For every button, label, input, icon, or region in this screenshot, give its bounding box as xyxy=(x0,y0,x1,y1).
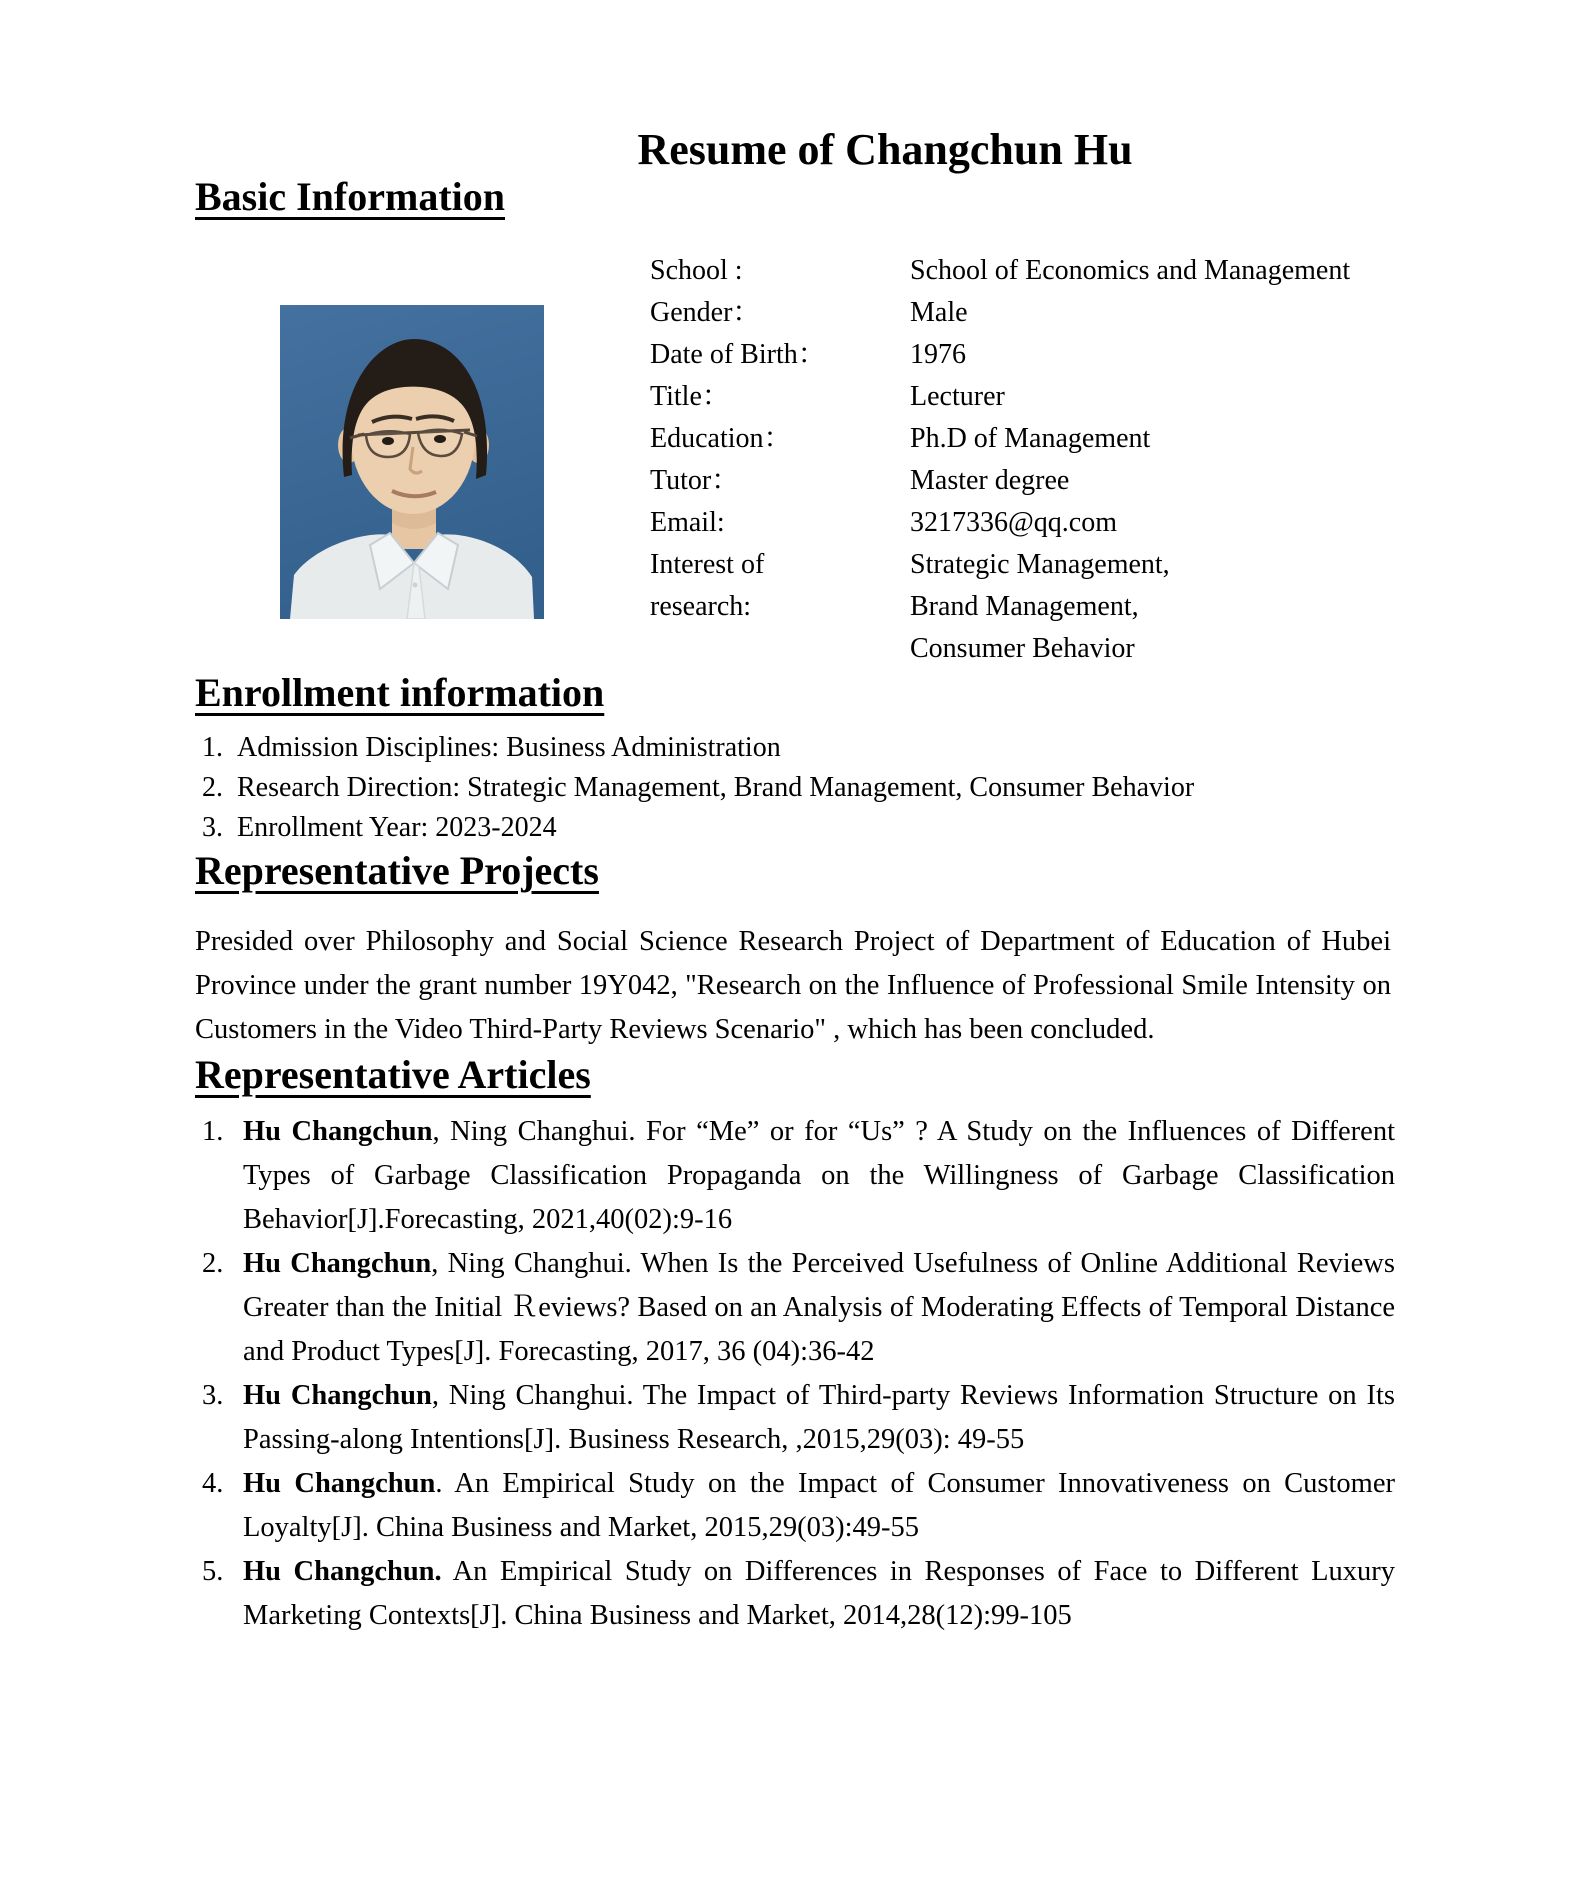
list-number: 1. xyxy=(202,732,223,763)
list-number: 1. xyxy=(202,1116,224,1147)
info-row xyxy=(650,376,1402,418)
info-row xyxy=(650,502,1402,544)
info-label xyxy=(650,376,910,418)
info-row xyxy=(650,250,1402,292)
info-label-line: School : xyxy=(650,255,743,286)
info-label xyxy=(650,418,910,460)
info-value xyxy=(910,334,1402,376)
enrollment-item-text: Enrollment Year: 2023-2024 xyxy=(237,812,557,843)
enrollment-item xyxy=(195,768,1395,808)
article-item xyxy=(195,1374,1395,1462)
info-row xyxy=(650,460,1402,502)
list-number: 4. xyxy=(202,1468,224,1499)
article-author: Hu Changchun. xyxy=(243,1556,442,1587)
enrollment-item-text: Research Direction: Strategic Management, Brand Management, Consumer Behavior xyxy=(237,772,1195,803)
info-label-line: research: xyxy=(650,591,752,622)
info-value-line: Lecturer xyxy=(910,381,1005,412)
info-value-line: Master degree xyxy=(910,465,1070,496)
list-number: 3. xyxy=(202,812,223,843)
articles-list xyxy=(195,1110,1395,1638)
info-label-line: Education： xyxy=(650,423,792,454)
article-item-text: , Ning Changhui. The Impact of Third-party Reviews Information Structure on Its Passing-along Intentions[J]. Business Research, ,2015,29(03): 49-55 xyxy=(243,1380,1395,1455)
info-label xyxy=(650,250,910,292)
info-value-line: Ph.D of Management xyxy=(910,423,1151,454)
section-heading-projects: Representative Projects xyxy=(195,848,599,893)
info-value xyxy=(910,502,1402,544)
info-label xyxy=(650,460,910,502)
basic-info-section xyxy=(195,250,1395,670)
info-value xyxy=(910,376,1402,418)
enrollment-item xyxy=(195,808,1395,848)
info-label-line: Title： xyxy=(650,381,730,412)
list-number: 3. xyxy=(202,1380,224,1411)
info-label-line: Email: xyxy=(650,507,725,538)
info-label-line: Gender： xyxy=(650,297,761,328)
article-item xyxy=(195,1110,1395,1242)
page-title: Resume of Changchun Hu xyxy=(637,125,1133,174)
list-number: 5. xyxy=(202,1556,224,1587)
article-author: Hu Changchun xyxy=(243,1380,432,1411)
article-author: Hu Changchun xyxy=(243,1468,436,1499)
article-item-text: , Ning Changhui. For “Me” or for “Us” ? A Study on the Influences of Different Types of Garbage Classification Propaganda on the Willingness of Garbage Classification Behavior[J].Forecasting, 2021,40(02):9-16 xyxy=(243,1116,1395,1235)
article-item-text: . An Empirical Study on the Impact of Consumer Innovativeness on Customer Loyalty[J]. China Business and Market, 2015,29(03):49-55 xyxy=(243,1468,1395,1543)
article-item xyxy=(195,1550,1395,1638)
info-value xyxy=(910,418,1402,460)
portrait-photo xyxy=(280,305,544,619)
info-value xyxy=(910,292,1402,334)
info-value-line: 1976 xyxy=(910,339,966,370)
info-label xyxy=(650,292,910,334)
article-item xyxy=(195,1242,1395,1374)
article-author: Hu Changchun xyxy=(243,1248,432,1279)
info-label xyxy=(650,334,910,376)
info-value xyxy=(910,250,1402,292)
list-number: 2. xyxy=(202,1248,224,1279)
article-item xyxy=(195,1462,1395,1550)
info-value xyxy=(910,544,1402,670)
section-heading-articles: Representative Articles xyxy=(195,1052,591,1097)
info-value-line: 3217336@qq.com xyxy=(910,507,1117,538)
eye-left xyxy=(382,437,394,445)
article-item-text: , Ning Changhui. When Is the Perceived Usefulness of Online Additional Reviews Greater than the Initial Ｒeviews? Based on an Analysis of Moderating Effects of Temporal Distance and Product Types[J]. Forecasting, 2017, 36 (04):36-42 xyxy=(243,1248,1395,1367)
info-value xyxy=(910,460,1402,502)
list-number: 2. xyxy=(202,772,223,803)
portrait-photo-graphic xyxy=(280,305,544,619)
basic-info-table xyxy=(650,250,1402,670)
info-label xyxy=(650,502,910,544)
info-row xyxy=(650,292,1402,334)
section-heading-enrollment: Enrollment information xyxy=(195,670,605,715)
info-row xyxy=(650,334,1402,376)
projects-paragraph: Presided over Philosophy and Social Science Research Project of Department of Education of Hubei Province under the grant number 19Y042, "Research on the Influence of Professional Smile Intensity on Customers in the Video Third-Party Reviews Scenario" , which has been concluded. xyxy=(195,926,1391,1045)
info-value-line: Strategic Management, xyxy=(910,549,1170,580)
article-author: Hu Changchun xyxy=(243,1116,433,1147)
info-row xyxy=(650,544,1402,670)
info-label-line: Date of Birth： xyxy=(650,339,826,370)
enrollment-list xyxy=(195,728,1395,848)
section-heading-basic-information: Basic Information xyxy=(195,174,505,219)
info-value-line: School of Economics and Management xyxy=(910,255,1351,286)
info-row xyxy=(650,418,1402,460)
info-label-line: Interest of xyxy=(650,549,765,580)
article-item-text: An Empirical Study on Differences in Responses of Face to Different Luxury Marketing Contexts[J]. China Business and Market, 2014,28(12):99-105 xyxy=(243,1556,1395,1631)
info-value-line: Brand Management, xyxy=(910,591,1139,622)
eye-right xyxy=(434,435,446,443)
enrollment-item xyxy=(195,728,1395,768)
info-value-line: Male xyxy=(910,297,968,328)
info-value-line: Consumer Behavior xyxy=(910,633,1135,664)
enrollment-item-text: Admission Disciplines: Business Administration xyxy=(237,732,781,763)
info-label-line: Tutor： xyxy=(650,465,740,496)
info-label xyxy=(650,544,910,670)
